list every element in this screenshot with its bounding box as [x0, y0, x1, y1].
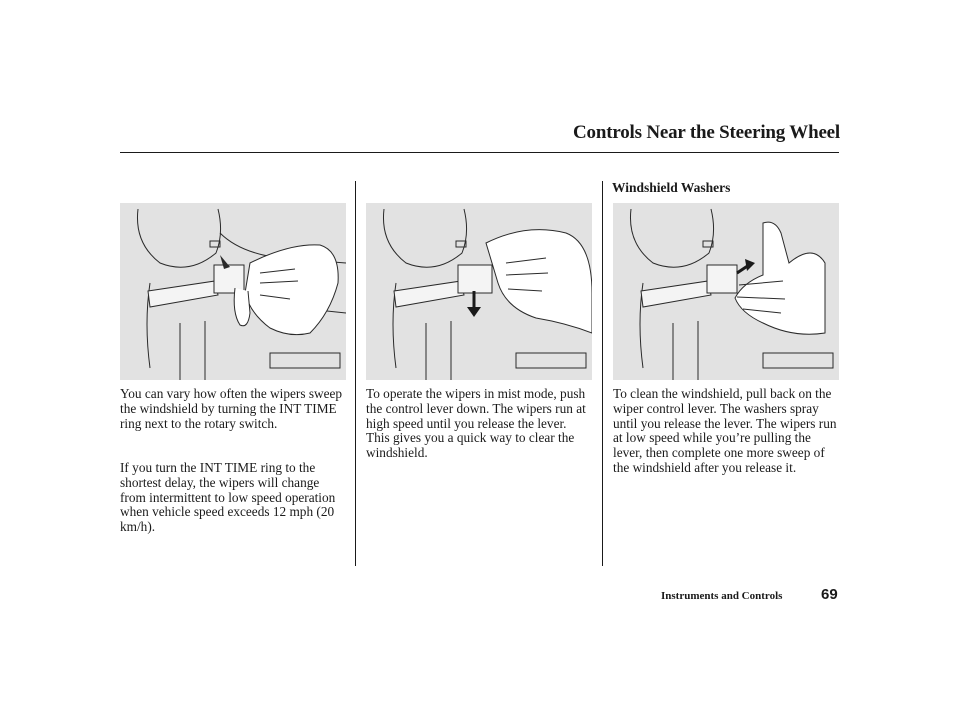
section-heading-windshield-washers: Windshield Washers	[612, 180, 731, 195]
figure-int-time-ring	[120, 203, 346, 380]
figure-mist-mode	[366, 203, 592, 380]
wiper-lever-washer-illustration	[613, 203, 839, 380]
title-rule	[120, 152, 839, 153]
page-number: 69	[821, 586, 838, 603]
column-2-paragraph-1: To operate the wipers in mist mode, push the control lever down. The wipers run at high speed until you release the lever. This gives you a quick way to clear the windshield.	[366, 386, 586, 461]
footer-section-label: Instruments and Controls	[661, 590, 783, 602]
column-divider-2	[602, 181, 603, 566]
column-1-paragraph-2: If you turn the INT TIME ring to the shortest delay, the wipers will change from intermittent to low speed operation when vehicle speed exceeds 12 mph (20 km/h).	[120, 460, 336, 535]
figure-windshield-washer	[613, 203, 839, 380]
column-divider-1	[355, 181, 356, 566]
column-3-paragraph-1: To clean the windshield, pull back on the wiper control lever. The washers spray until you release the lever. The wipers run at low speed while you’re pulling the lever, then complete one more sweep of the windshield after you release it.	[613, 386, 837, 475]
wiper-lever-mist-illustration	[366, 203, 592, 380]
wiper-lever-rotate-illustration	[120, 203, 346, 380]
column-1-paragraph-1: You can vary how often the wipers sweep the windshield by turning the INT TIME ring next to the rotary switch.	[120, 386, 343, 431]
page-title: Controls Near the Steering Wheel	[573, 122, 840, 143]
